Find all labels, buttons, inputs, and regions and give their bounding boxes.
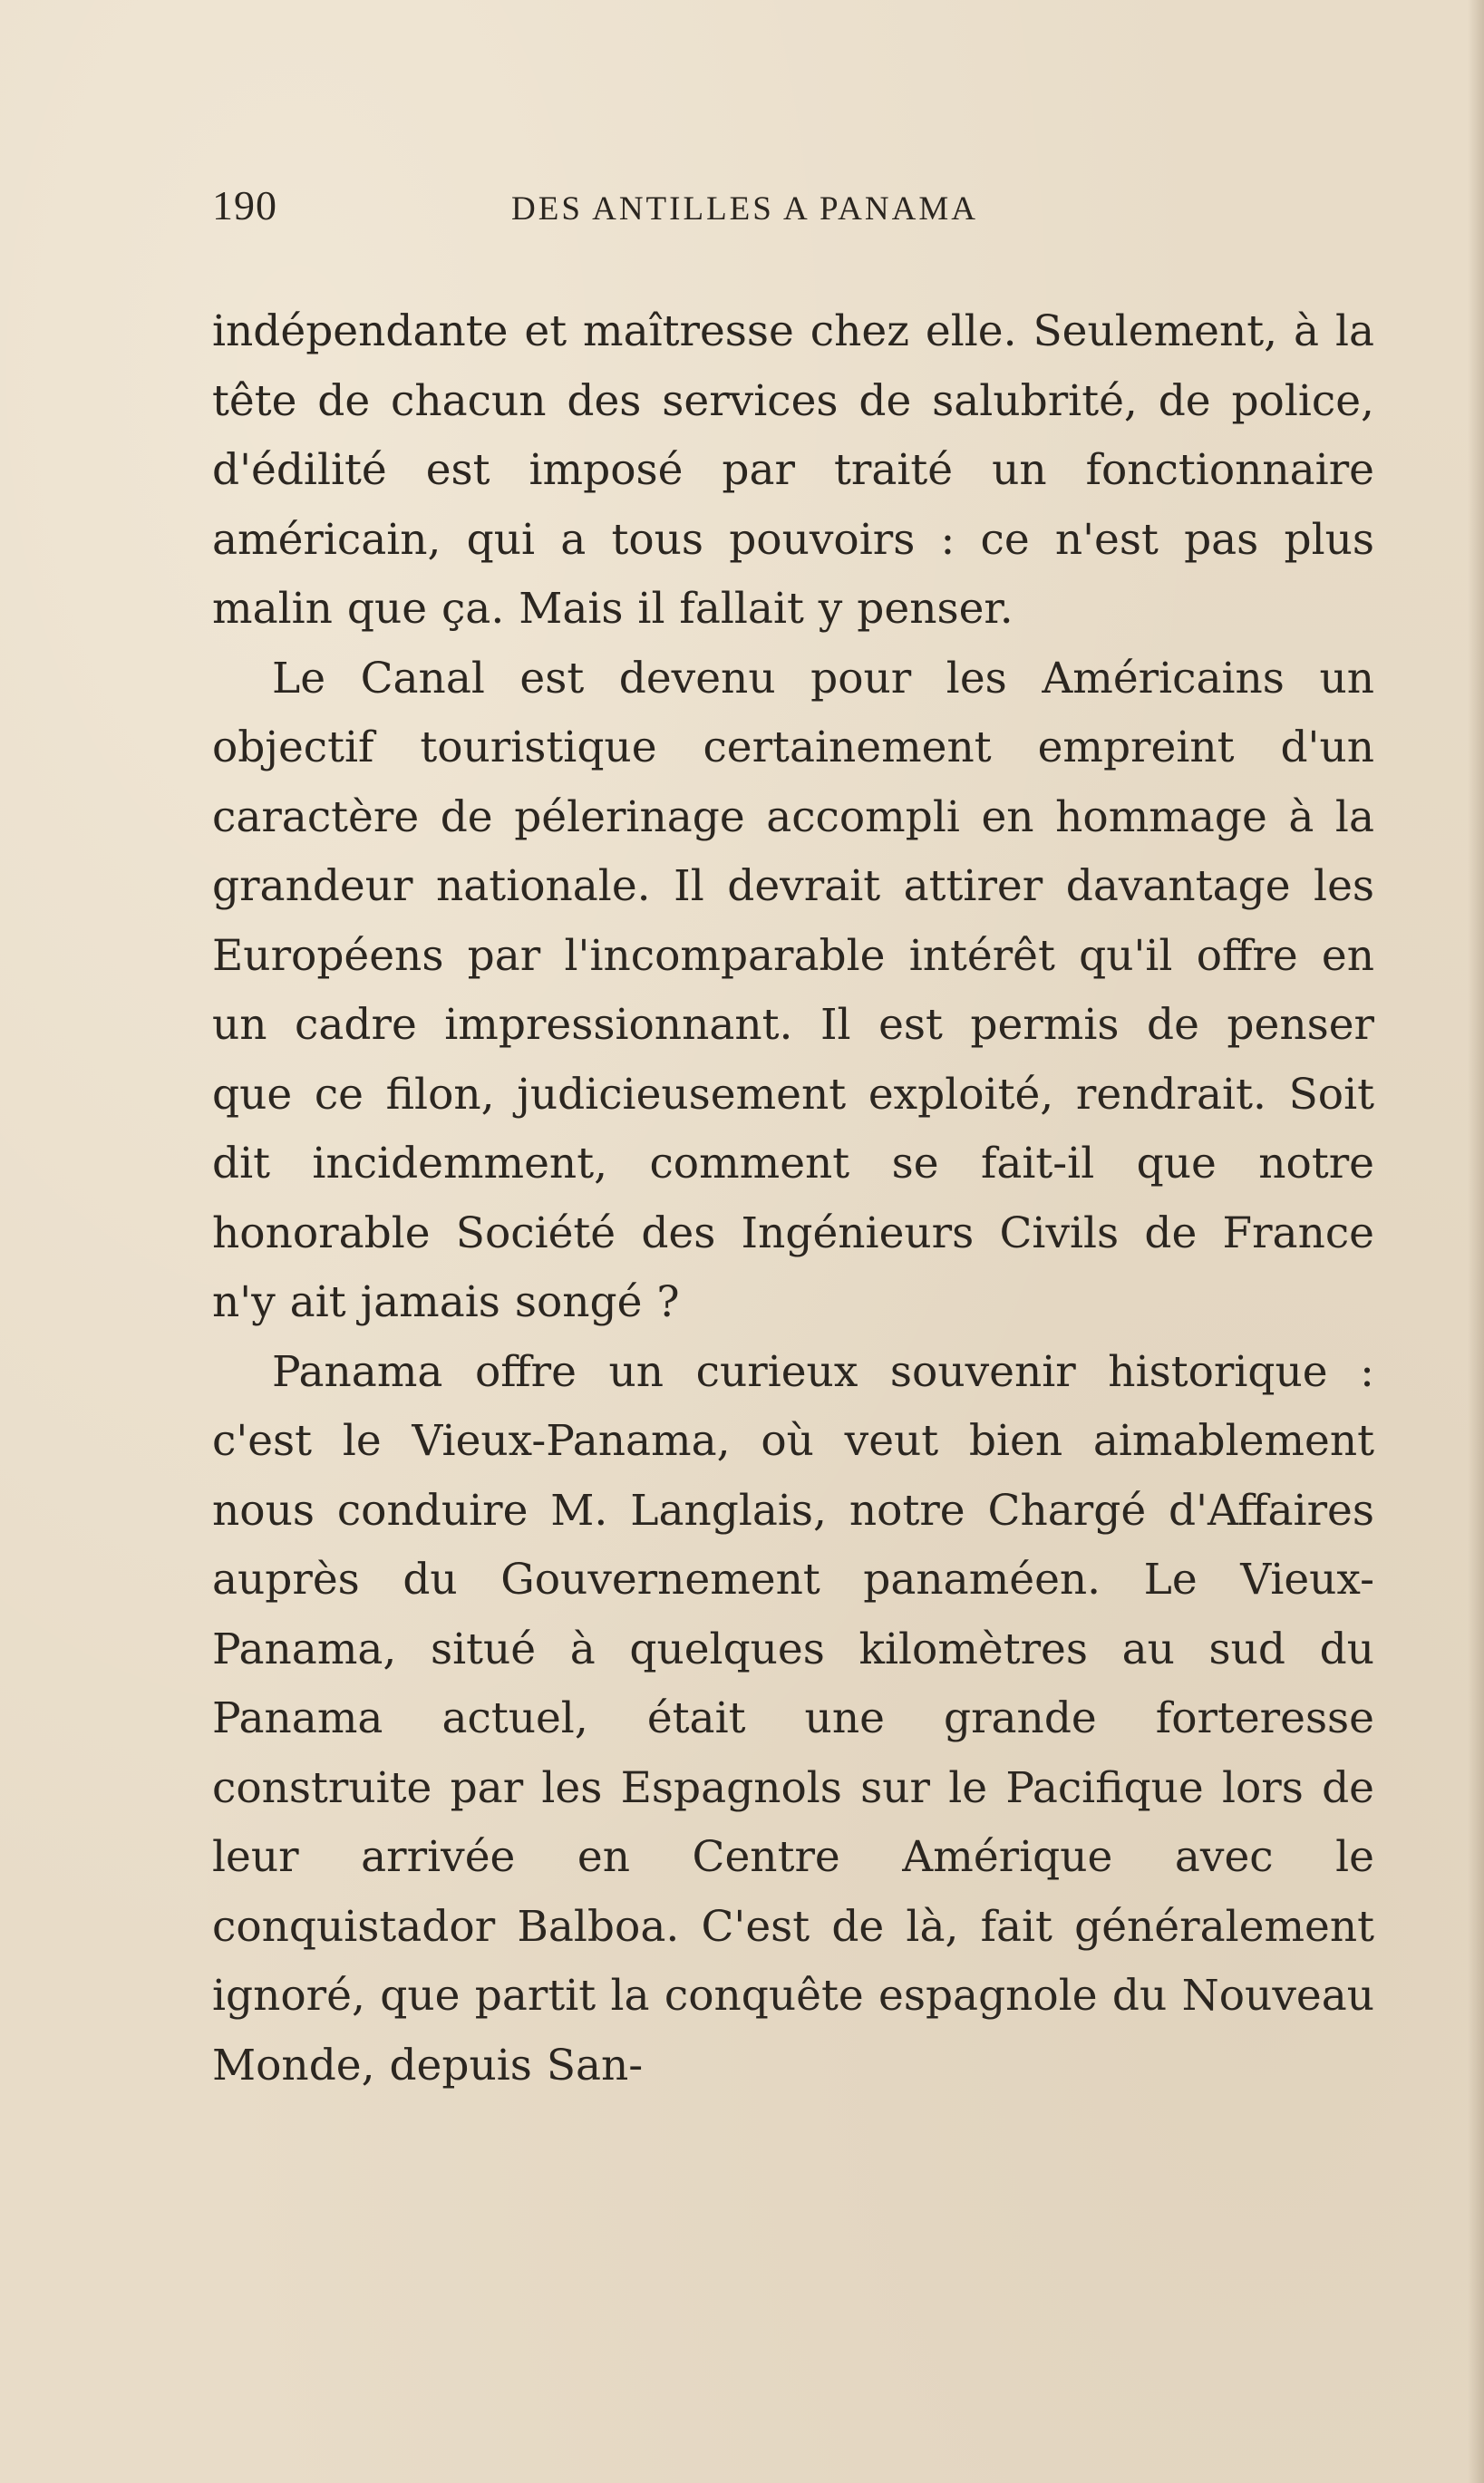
paragraph: indépendante et maîtresse chez elle. Seulement, à la tête de chacun des services de salubrité, de police, d'édilité est imposé par traité un fonctionnaire américain, qui a tous pouvoirs : ce n'est pas plus malin que ça. Mais il fallait y penser. <box>212 306 1374 634</box>
paragraph: Panama offre un curieux souvenir historique : c'est le Vieux-Panama, où veut bien aimablement nous conduire M. Langlais, notre Chargé d'Affaires auprès du Gouvernement panaméen. Le Vieux-Panama, situé à quelques kilomètres au sud du Panama actuel, était une grande forteresse construite par les Espagnols sur le Pacifique lors de leur arrivée en Centre Amérique avec le conquistador Balboa. C'est de là, fait généralement ignoré, que partit la conquête espagnole du Nouveau Monde, depuis San- <box>212 1346 1374 2090</box>
book-page <box>212 181 1374 2100</box>
page-number: 190 <box>212 182 277 228</box>
running-head <box>212 181 1374 245</box>
running-title: DES ANTILLES A PANAMA <box>511 190 978 228</box>
body-text <box>212 297 1374 2100</box>
paragraph: Le Canal est devenu pour les Américains un objectif touristique certainement empreint d'un caractère de pélerinage accompli en hommage à la grandeur nationale. Il devrait attirer davantage les Européens par l'incomparable intérêt qu'il offre en un cadre impressionnant. Il est permis de penser que ce filon, judicieusement exploité, rendrait. Soit dit incidemment, comment se fait-il que notre honorable Société des Ingénieurs Civils de France n'y ait jamais songé ? <box>212 653 1374 1327</box>
page-edge-shadow <box>1468 0 1484 2483</box>
